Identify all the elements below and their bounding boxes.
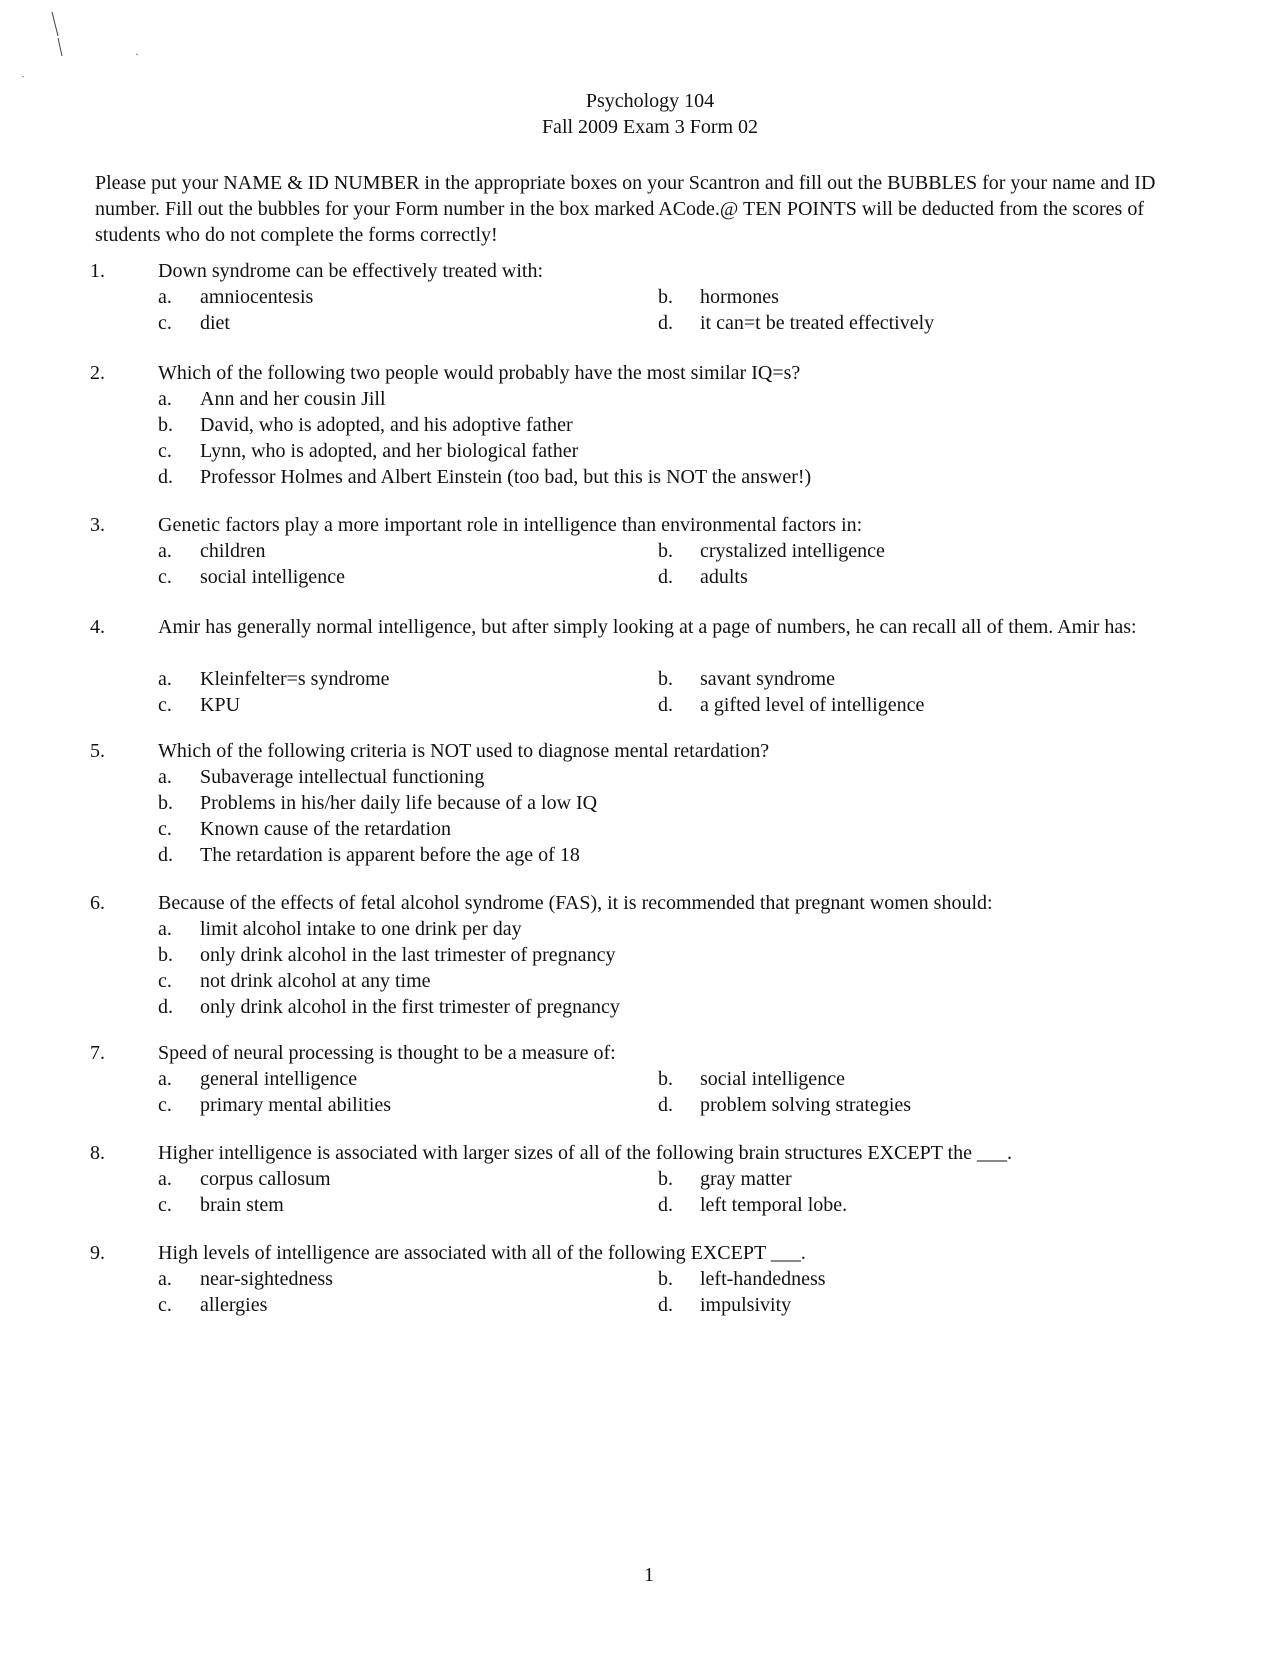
- question-number: 8.: [90, 1142, 105, 1164]
- exam-header: [0, 88, 1280, 140]
- question-number: 3.: [90, 514, 105, 536]
- question-number: 9.: [90, 1242, 105, 1264]
- option-d: d. problem solving strategies: [658, 1094, 912, 1116]
- option-c: c. social intelligence: [158, 566, 345, 588]
- question-number: 7.: [90, 1042, 105, 1064]
- option-d: d. it can=t be treated effectively: [658, 312, 935, 334]
- option-c: c. Known cause of the retardation: [158, 818, 452, 840]
- scan-artifact-marks: [0, 0, 160, 100]
- question-stem: High levels of intelligence are associated with all of the following EXCEPT ___.: [158, 1242, 806, 1264]
- option-c: c. KPU: [158, 694, 241, 716]
- option-d: d. only drink alcohol in the first trimester of pregnancy: [158, 996, 620, 1018]
- option-c: c. diet: [158, 312, 230, 334]
- option-a: a. Kleinfelter=s syndrome: [158, 668, 390, 690]
- question-number: 2.: [90, 362, 105, 384]
- question-number: 4.: [90, 616, 105, 638]
- option-a: a. general intelligence: [158, 1068, 358, 1090]
- question-stem: Which of the following criteria is NOT used to diagnose mental retardation?: [158, 740, 770, 762]
- page-number: 1: [644, 1564, 654, 1586]
- exam-instructions: Please put your NAME & ID NUMBER in the appropriate boxes on your Scantron and fill out the BUBBLES for your name and ID number. Fill out the bubbles for your Form number in the box marked ACode.@ TEN POINTS will be deducted from the scores of students who do not complete the forms correctly!: [95, 172, 1156, 246]
- option-b: b. left-handedness: [658, 1268, 826, 1290]
- option-b: b. Problems in his/her daily life because of a low IQ: [158, 792, 598, 814]
- option-b: b. crystalized intelligence: [658, 540, 885, 562]
- option-c: c. not drink alcohol at any time: [158, 970, 431, 992]
- option-d: d. a gifted level of intelligence: [658, 694, 925, 716]
- option-a: a. limit alcohol intake to one drink per day: [158, 918, 522, 940]
- question-stem: Genetic factors play a more important role in intelligence than environmental factors in:: [158, 514, 863, 536]
- option-b: b. hormones: [658, 286, 779, 308]
- question-number: 1.: [90, 260, 105, 282]
- option-c: c. Lynn, who is adopted, and her biological father: [158, 440, 579, 462]
- question-number: 6.: [90, 892, 105, 914]
- question-stem: Down syndrome can be effectively treated with:: [158, 260, 544, 282]
- course-title: Psychology 104: [585, 90, 715, 112]
- question-stem: Amir has generally normal intelligence, but after simply looking at a page of numbers, he can recall all of them. Amir has:: [158, 616, 1137, 638]
- option-c: c. allergies: [158, 1294, 268, 1316]
- option-d: d. The retardation is apparent before the age of 18: [158, 844, 580, 866]
- option-b: b. David, who is adopted, and his adoptive father: [158, 414, 573, 436]
- option-a: a. amniocentesis: [158, 286, 314, 308]
- option-c: c. brain stem: [158, 1194, 284, 1216]
- option-d: d. adults: [658, 566, 748, 588]
- question-stem: Higher intelligence is associated with larger sizes of all of the following brain structures EXCEPT the ___.: [158, 1142, 1013, 1164]
- option-d: d. Professor Holmes and Albert Einstein (too bad, but this is NOT the answer!): [158, 466, 812, 488]
- option-a: a. children: [158, 540, 266, 562]
- option-b: b. social intelligence: [658, 1068, 845, 1090]
- option-b: b. only drink alcohol in the last trimester of pregnancy: [158, 944, 616, 966]
- question-stem: Which of the following two people would probably have the most similar IQ=s?: [158, 362, 801, 384]
- option-a: a. Subaverage intellectual functioning: [158, 766, 485, 788]
- exam-form-title: Fall 2009 Exam 3 Form 02: [541, 116, 759, 138]
- option-b: b. savant syndrome: [658, 668, 835, 690]
- question-number: 5.: [90, 740, 105, 762]
- option-a: a. near-sightedness: [158, 1268, 333, 1290]
- question-stem: Because of the effects of fetal alcohol syndrome (FAS), it is recommended that pregnant women should:: [158, 892, 993, 914]
- option-d: d. left temporal lobe.: [658, 1194, 848, 1216]
- question-stem: Speed of neural processing is thought to be a measure of:: [158, 1042, 616, 1064]
- option-c: c. primary mental abilities: [158, 1094, 392, 1116]
- option-b: b. gray matter: [658, 1168, 792, 1190]
- option-a: a. Ann and her cousin Jill: [158, 388, 386, 410]
- option-a: a. corpus callosum: [158, 1168, 331, 1190]
- option-d: d. impulsivity: [658, 1294, 792, 1316]
